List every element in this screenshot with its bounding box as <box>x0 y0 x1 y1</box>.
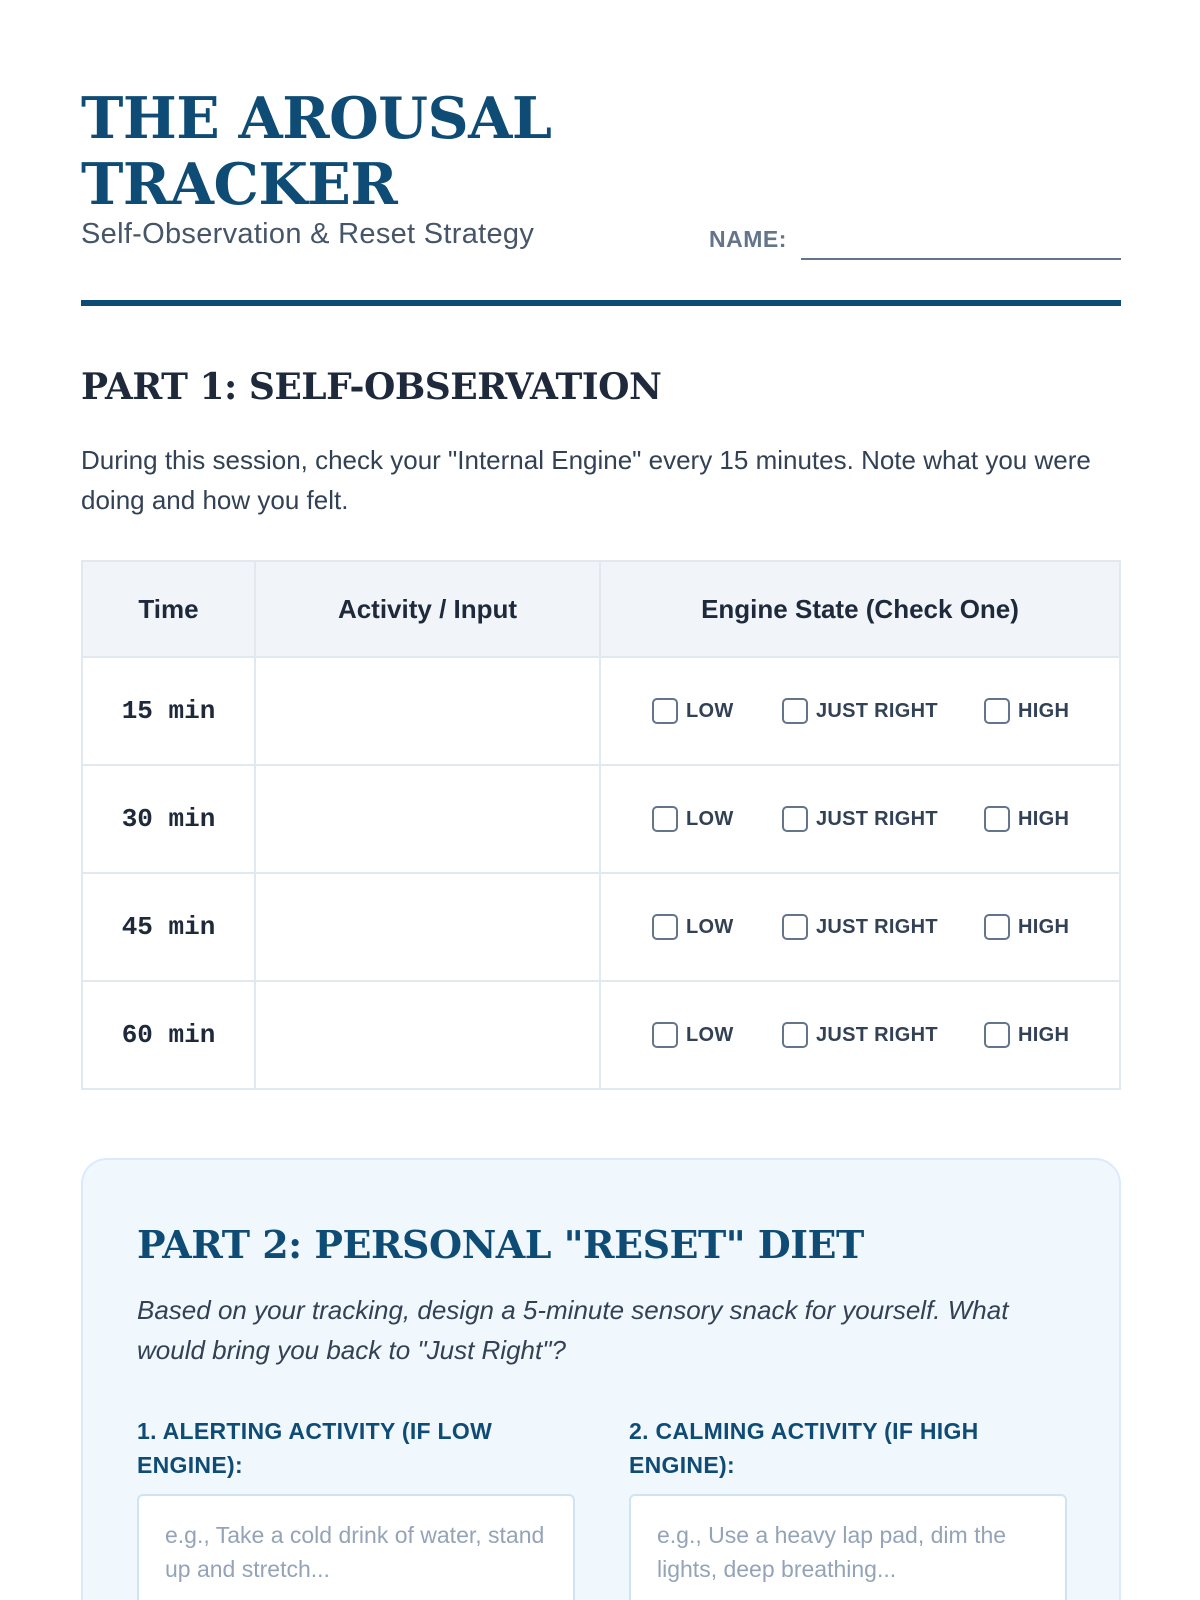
title-line-1: THE AROUSAL <box>81 85 552 152</box>
name-label: NAME: <box>709 226 787 252</box>
observation-table <box>81 560 1121 1090</box>
worksheet-page <box>81 0 1121 1478</box>
option-high[interactable] <box>984 914 1069 940</box>
header-divider <box>81 300 1121 306</box>
worksheet-header <box>81 0 1121 306</box>
alerting-activity-input[interactable] <box>137 1494 575 1600</box>
checkbox-just-right[interactable] <box>782 698 808 724</box>
activity-cell[interactable] <box>255 765 600 873</box>
title-line-2: TRACKER <box>81 151 398 218</box>
checkbox-low[interactable] <box>652 698 678 724</box>
reset-diet-panel <box>81 1158 1121 1600</box>
part1-instructions: During this session, check your "Internal Engine" every 15 minutes. Note what you were doing and how you felt. <box>81 445 1091 515</box>
option-just-right[interactable] <box>782 1022 938 1048</box>
option-label: LOW <box>686 807 734 830</box>
checkbox-low[interactable] <box>652 1022 678 1048</box>
time-cell: 30 min <box>82 765 255 873</box>
checkbox-just-right[interactable] <box>782 1022 808 1048</box>
option-label: LOW <box>686 915 734 938</box>
calming-activity-label: 2. CALMING ACTIVITY (IF HIGH ENGINE): <box>629 1418 979 1478</box>
activity-cell[interactable] <box>255 981 600 1089</box>
option-label: JUST RIGHT <box>816 1023 938 1046</box>
alerting-activity-label: 1. ALERTING ACTIVITY (IF LOW ENGINE): <box>137 1418 493 1478</box>
part2-heading: PART 2: PERSONAL "RESET" DIET <box>137 1222 864 1267</box>
part1-heading: PART 1: SELF-OBSERVATION <box>81 366 662 408</box>
option-label: JUST RIGHT <box>816 807 938 830</box>
engine-state-cell <box>600 873 1120 981</box>
checkbox-low[interactable] <box>652 806 678 832</box>
table-row <box>82 657 1120 765</box>
option-high[interactable] <box>984 698 1069 724</box>
checkbox-low[interactable] <box>652 914 678 940</box>
checkbox-high[interactable] <box>984 1022 1010 1048</box>
option-label: LOW <box>686 699 734 722</box>
option-label: HIGH <box>1018 699 1070 722</box>
table-row <box>82 873 1120 981</box>
alerting-activity-field-group <box>137 1414 575 1600</box>
option-label: HIGH <box>1018 807 1070 830</box>
option-high[interactable] <box>984 1022 1069 1048</box>
option-just-right[interactable] <box>782 698 938 724</box>
checkbox-high[interactable] <box>984 914 1010 940</box>
column-header-activity: Activity / Input <box>255 561 600 657</box>
checkbox-just-right[interactable] <box>782 806 808 832</box>
option-low[interactable] <box>652 1022 734 1048</box>
checkbox-high[interactable] <box>984 806 1010 832</box>
column-header-time: Time <box>82 561 255 657</box>
table-row <box>82 765 1120 873</box>
activity-cell[interactable] <box>255 873 600 981</box>
part2-instructions: Based on your tracking, design a 5-minute sensory snack for yourself. What would bring you back to "Just Right"? <box>137 1295 1009 1365</box>
engine-state-cell <box>600 981 1120 1089</box>
option-low[interactable] <box>652 806 734 832</box>
option-label: JUST RIGHT <box>816 699 938 722</box>
checkbox-high[interactable] <box>984 698 1010 724</box>
calming-activity-field-group <box>629 1414 1067 1600</box>
option-label: HIGH <box>1018 915 1070 938</box>
option-label: HIGH <box>1018 1023 1070 1046</box>
option-label: LOW <box>686 1023 734 1046</box>
time-cell: 15 min <box>82 657 255 765</box>
option-label: JUST RIGHT <box>816 915 938 938</box>
option-high[interactable] <box>984 806 1069 832</box>
page-title <box>81 86 551 218</box>
table-row <box>82 981 1120 1089</box>
engine-state-cell <box>600 765 1120 873</box>
page-subtitle: Self-Observation & Reset Strategy <box>81 218 535 250</box>
column-header-engine-state: Engine State (Check One) <box>600 561 1120 657</box>
engine-state-cell <box>600 657 1120 765</box>
time-cell: 45 min <box>82 873 255 981</box>
name-field[interactable] <box>801 258 1121 260</box>
option-low[interactable] <box>652 914 734 940</box>
activity-cell[interactable] <box>255 657 600 765</box>
calming-activity-input[interactable] <box>629 1494 1067 1600</box>
table-header-row <box>82 561 1120 657</box>
option-just-right[interactable] <box>782 806 938 832</box>
time-cell: 60 min <box>82 981 255 1089</box>
option-just-right[interactable] <box>782 914 938 940</box>
option-low[interactable] <box>652 698 734 724</box>
checkbox-just-right[interactable] <box>782 914 808 940</box>
